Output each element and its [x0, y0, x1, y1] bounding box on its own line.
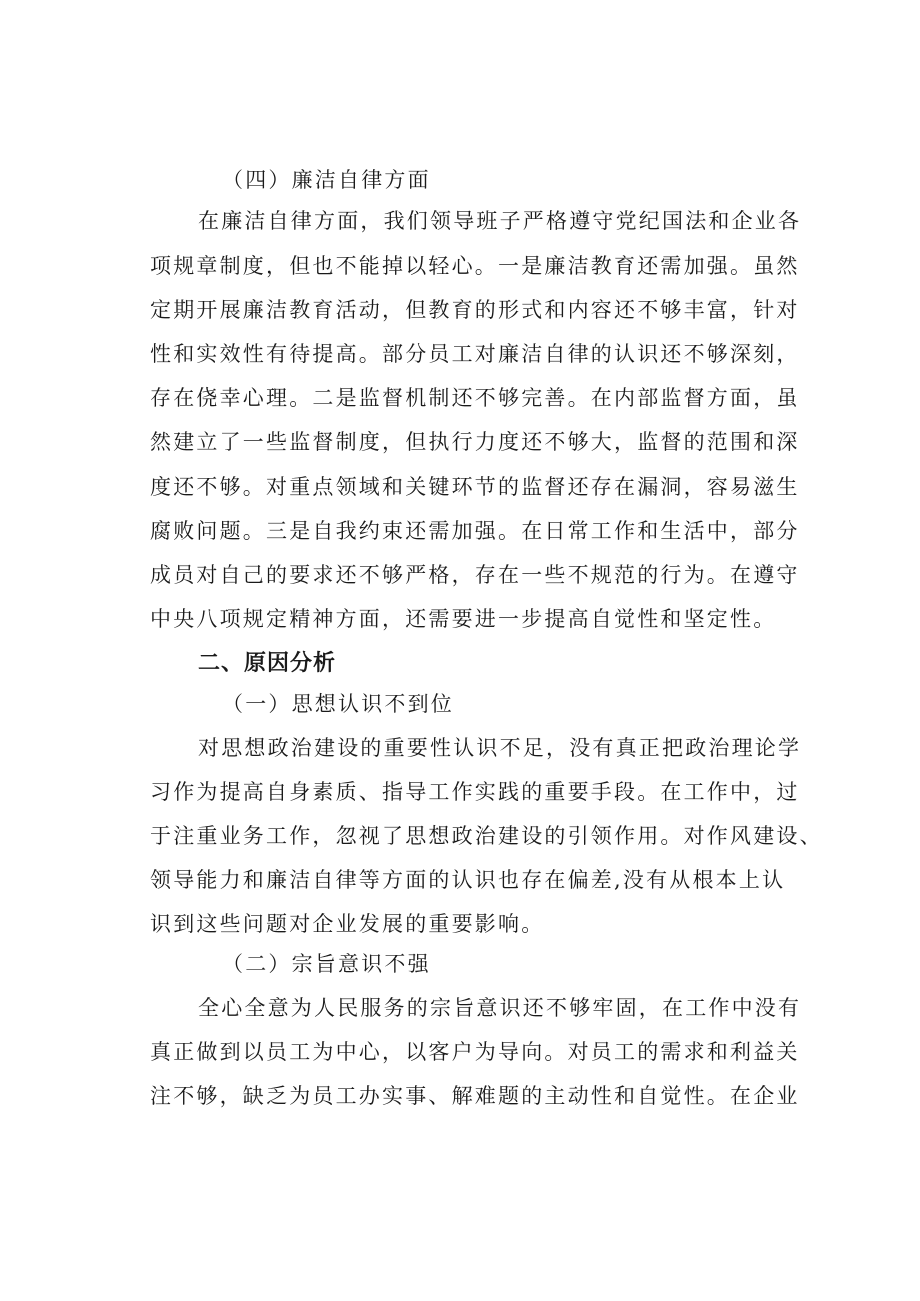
- paragraph-line: 然建立了一些监督制度，但执行力度还不够大，监督的范围和深: [150, 430, 800, 454]
- paragraph-line: 真正做到以员工为中心，以客户为导向。对员工的需求和利益关: [150, 1040, 800, 1064]
- paragraph-line: 在廉洁自律方面，我们领导班子严格遵守党纪国法和企业各: [198, 209, 802, 233]
- paragraph-line: 项规章制度，但也不能掉以轻心。一是廉洁教育还需加强。虽然: [150, 254, 800, 278]
- paragraph-line: 腐败问题。三是自我约束还需加强。在日常工作和生活中，部分: [150, 519, 800, 543]
- paragraph-line: 对思想政治建设的重要性认识不足，没有真正把政治理论学: [198, 736, 802, 760]
- section-heading-1: （一）思想认识不到位: [222, 692, 454, 716]
- section-heading-4: （四）廉洁自律方面: [222, 168, 431, 192]
- paragraph-line: 全心全意为人民服务的宗旨意识还不够牢固，在工作中没有: [198, 996, 802, 1020]
- paragraph-line: 度还不够。对重点领域和关键环节的监督还存在漏洞，容易滋生: [150, 475, 800, 499]
- paragraph-line: 于注重业务工作，忽视了思想政治建设的引领作用。对作风建设、: [150, 824, 823, 848]
- part-heading: 二、原因分析: [198, 651, 337, 676]
- paragraph-line: 定期开展廉洁教育活动，但教育的形式和内容还不够丰富，针对: [150, 298, 800, 322]
- paragraph-line: 识到这些问题对企业发展的重要影响。: [150, 912, 545, 936]
- paragraph-line: 注不够，缺乏为员工办实事、解难题的主动性和自觉性。在企业: [150, 1084, 800, 1108]
- paragraph-line: 领导能力和廉洁自律等方面的认识也存在偏差,没有从根本上认: [150, 868, 786, 892]
- paragraph-line: 性和实效性有待提高。部分员工对廉洁自律的认识还不够深刻，: [150, 342, 800, 366]
- section-heading-2: （二）宗旨意识不强: [222, 952, 431, 976]
- paragraph-line: 习作为提高自身素质、指导工作实践的重要手段。在工作中，过: [150, 780, 800, 804]
- paragraph-line: 存在侥幸心理。二是监督机制还不够完善。在内部监督方面，虽: [150, 386, 800, 410]
- paragraph-line: 成员对自己的要求还不够严格，存在一些不规范的行为。在遵守: [150, 563, 800, 587]
- paragraph-line: 中央八项规定精神方面，还需要进一步提高自觉性和坚定性。: [150, 607, 777, 631]
